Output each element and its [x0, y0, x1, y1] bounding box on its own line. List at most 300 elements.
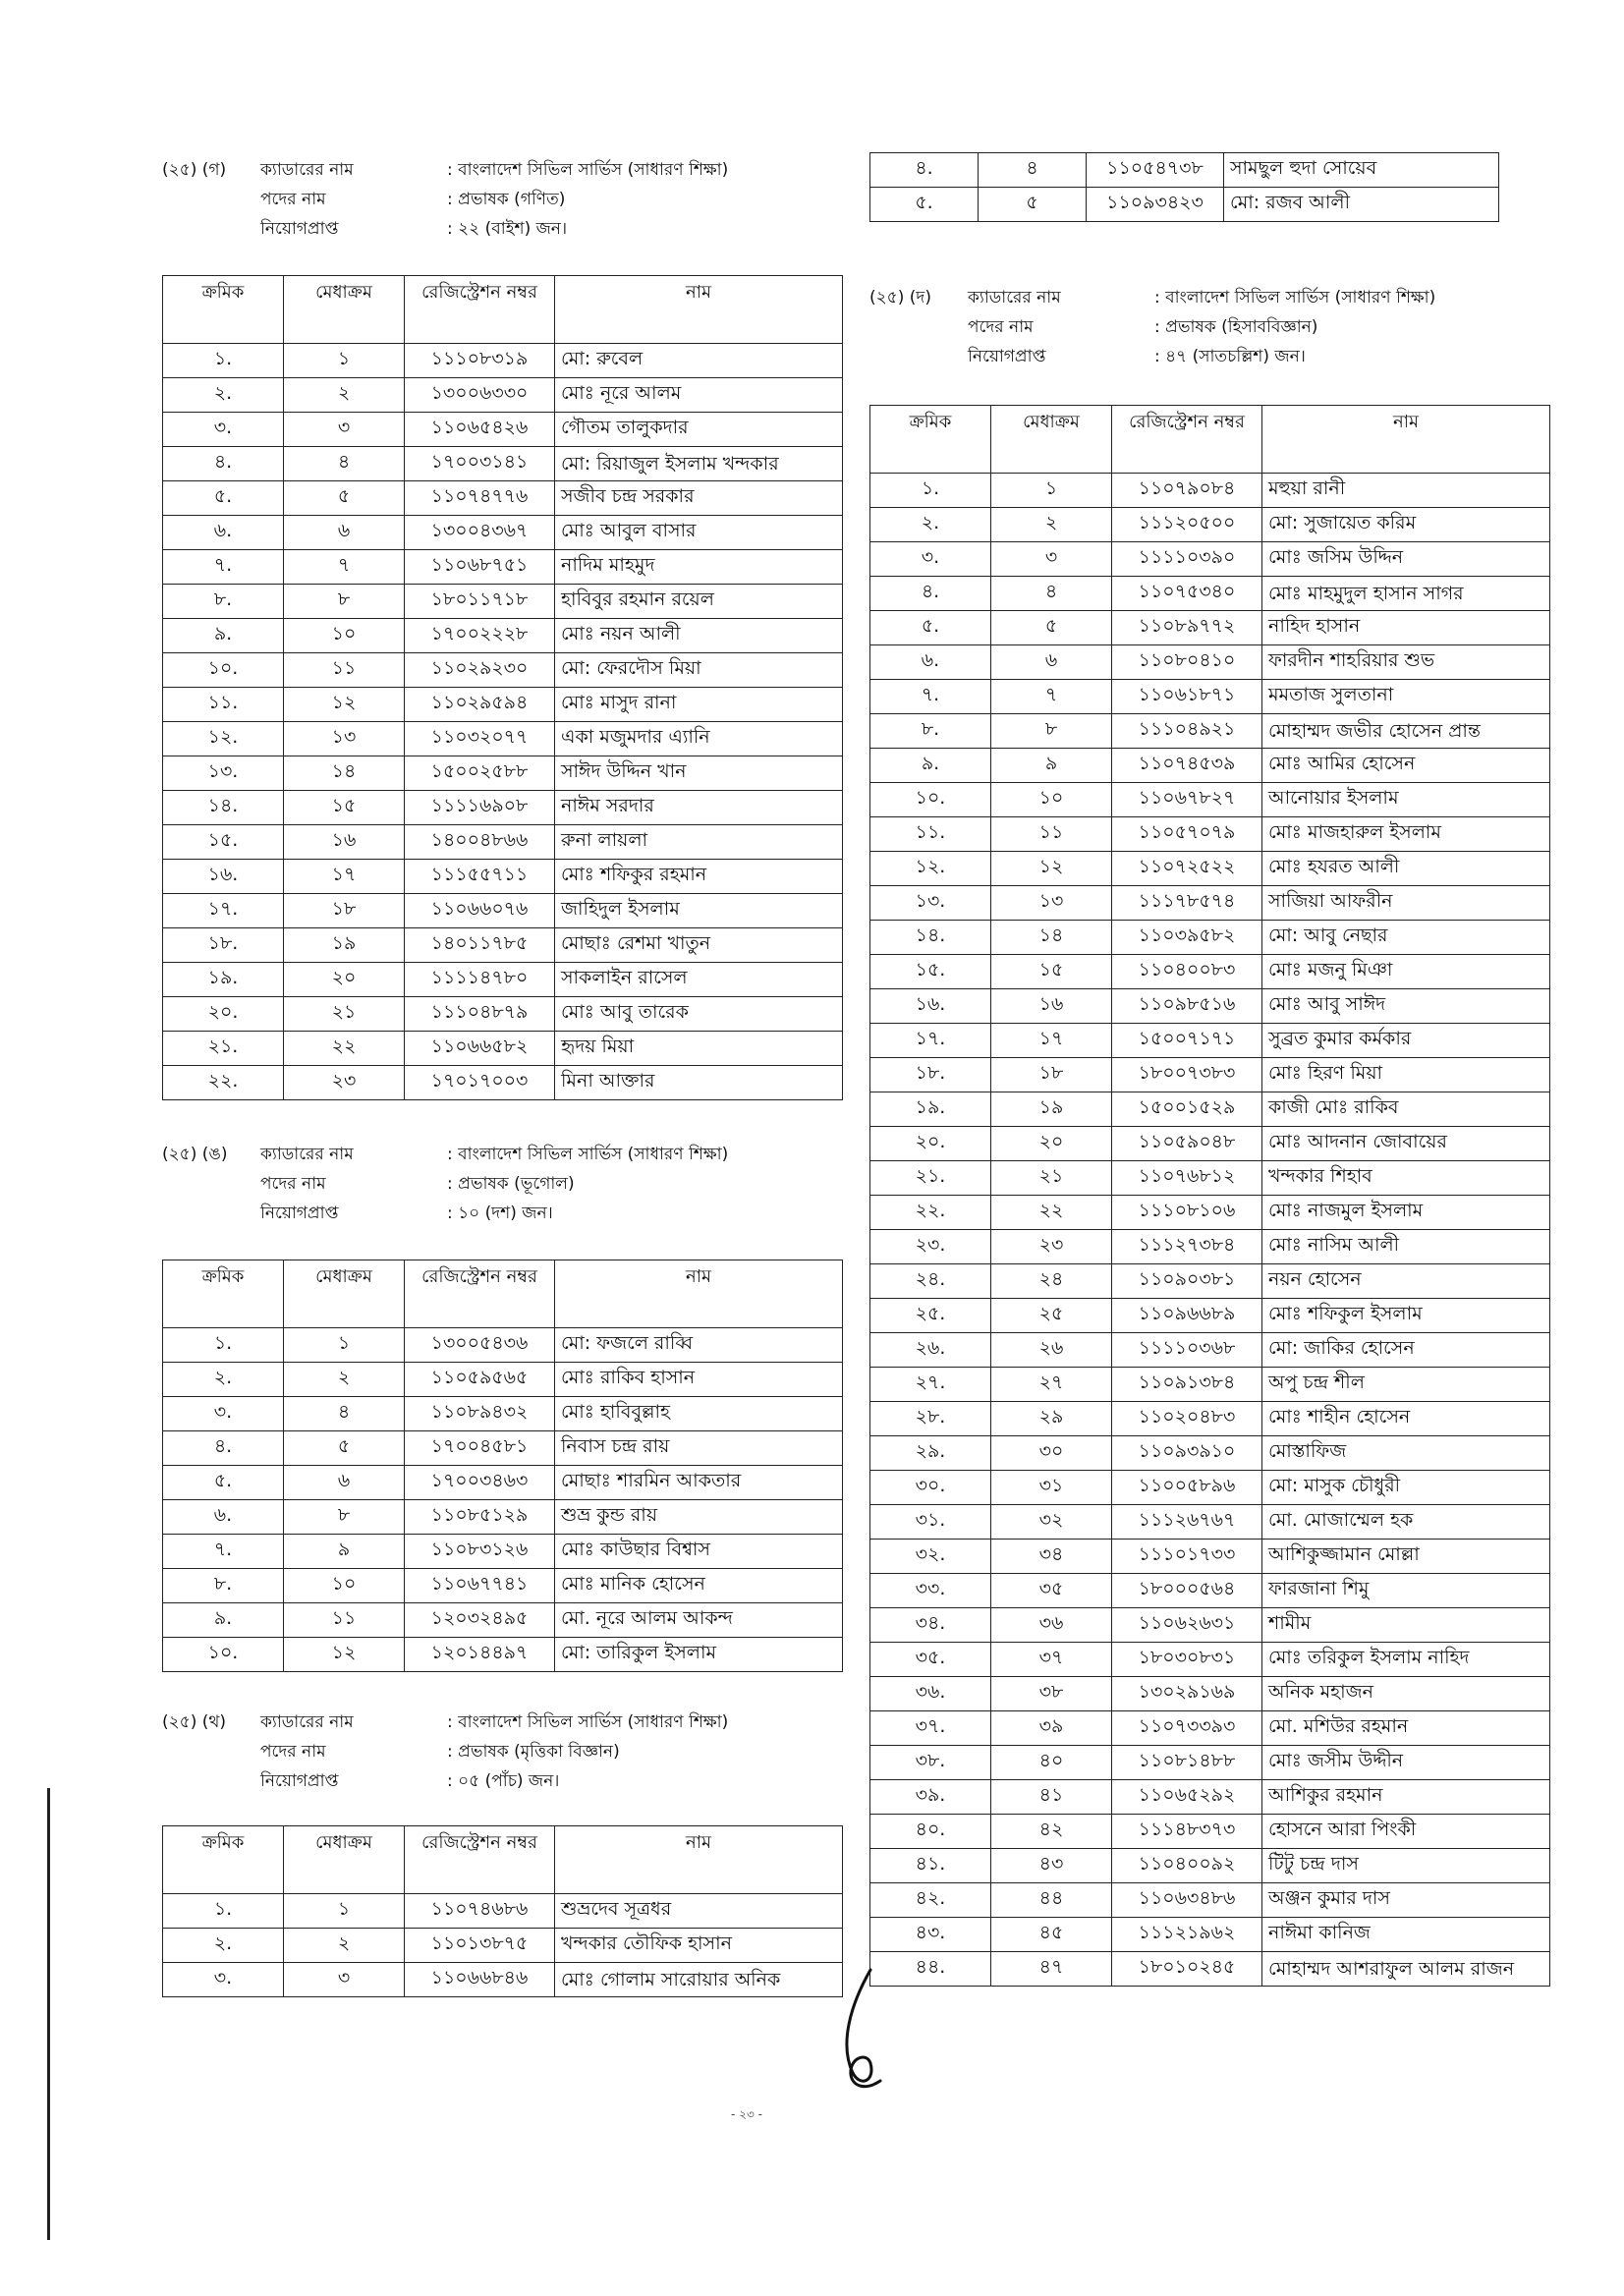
name-cell: মোঃ জসিম উদ্দিন [1262, 542, 1550, 577]
name-cell: আশিকুজ্জামান মোল্লা [1262, 1540, 1550, 1574]
cadre-value: : বাংলাদেশ সিভিল সার্ভিস (সাধারণ শিক্ষা) [447, 160, 729, 180]
name-cell: মোঃ শাহীন হোসেন [1262, 1402, 1550, 1436]
signature-mark [831, 1965, 890, 2093]
name-cell: মোছাঃ রেশমা খাতুন [555, 928, 843, 963]
table-row [163, 1466, 843, 1500]
merit-cell: ৩ [991, 542, 1112, 577]
merit-cell: ২৪ [991, 1264, 1112, 1299]
table-row [870, 474, 1550, 508]
registration-cell: ১১০৮৫১২৯ [405, 1500, 555, 1535]
registration-cell: ১২০৩২৪৯৫ [405, 1603, 555, 1638]
registration-cell: ১১০৬৩৪৮৬ [1112, 1883, 1262, 1918]
merit-cell: ১০ [284, 619, 405, 653]
registration-cell: ১১০৮৯৭৭২ [1112, 611, 1262, 645]
name-cell: মিনা আক্তার [555, 1066, 843, 1100]
table-row [163, 653, 843, 688]
table-row [163, 756, 843, 791]
merit-cell: ২ [284, 378, 405, 413]
registration-cell: ১১১০৮৩১৯ [405, 344, 555, 378]
merit-cell: ১৫ [284, 791, 405, 825]
name-cell: শুভ্র কুন্ড রায় [555, 1500, 843, 1535]
name-cell: সুব্রত কুমার কর্মকার [1262, 1024, 1550, 1058]
section-code: (২৫) (থ) [162, 1712, 227, 1732]
table-row [163, 1500, 843, 1535]
serial-cell: ১. [163, 1894, 284, 1929]
name-cell: মোঃ নয়ন আলী [555, 619, 843, 653]
name-cell: মোঃ রাকিব হাসান [555, 1363, 843, 1397]
table-row [870, 1299, 1550, 1333]
registration-cell: ১১০৮১৪৮৮ [1112, 1746, 1262, 1780]
merit-cell: ৩৯ [991, 1711, 1112, 1746]
registration-cell: ১১১২০৫০০ [1112, 508, 1262, 542]
table-row [870, 989, 1550, 1024]
section-header [162, 155, 850, 244]
table-row [163, 1066, 843, 1100]
merit-cell: ১২ [284, 688, 405, 722]
name-cell: শুভ্রদেব সূত্রধর [555, 1894, 843, 1929]
registration-cell: ১১০৬১৮৭১ [1112, 680, 1262, 714]
roster-table [162, 275, 843, 1100]
cadre-value: : বাংলাদেশ সিভিল সার্ভিস (সাধারণ শিক্ষা) [447, 1145, 729, 1164]
serial-cell: ৪০. [870, 1815, 991, 1849]
merit-cell: ২ [991, 508, 1112, 542]
table-row [870, 714, 1550, 749]
name-cell: অনিক মহাজন [1262, 1677, 1550, 1711]
serial-cell: ৩৪. [870, 1608, 991, 1643]
registration-cell: ১১০৬৫২৯২ [1112, 1780, 1262, 1815]
merit-cell: ৫ [991, 611, 1112, 645]
serial-cell: ৮. [163, 585, 284, 619]
registration-cell: ১২০১৪৪৯৭ [405, 1638, 555, 1672]
merit-cell: ৯ [284, 1535, 405, 1569]
merit-cell: ১০ [284, 1569, 405, 1603]
merit-cell: ১৭ [284, 860, 405, 894]
registration-cell: ১১১২৬৭৬৭ [1112, 1505, 1262, 1540]
section-uma [162, 1140, 850, 1663]
serial-cell: ২০. [870, 1127, 991, 1161]
serial-cell: ১০. [163, 1638, 284, 1672]
serial-cell: ৪৩. [870, 1918, 991, 1952]
serial-cell: ২৪. [870, 1264, 991, 1299]
merit-cell: ৮ [284, 585, 405, 619]
serial-cell: ২৫. [870, 1299, 991, 1333]
table-row [870, 1505, 1550, 1540]
post-label: পদের নাম [968, 317, 1034, 337]
table-row [870, 1058, 1550, 1092]
serial-cell: ২১. [870, 1161, 991, 1196]
table-row [870, 1952, 1550, 1987]
name-cell: মহুয়া রানী [1262, 474, 1550, 508]
serial-cell: ২২. [870, 1196, 991, 1230]
name-cell: মোঃ কাউছার বিশ্বাস [555, 1535, 843, 1569]
cadre-label: ক্যাডারের নাম [260, 160, 354, 180]
serial-cell: ১. [870, 474, 991, 508]
merit-cell: ১২ [991, 852, 1112, 886]
name-cell: মোহাম্মদ জভীর হোসেন প্রান্ত [1262, 714, 1550, 749]
appointed-label: নিয়োগপ্রাপ্ত [260, 1204, 339, 1223]
name-cell: খন্দকার তৌফিক হাসান [555, 1929, 843, 1963]
table-row [870, 1436, 1550, 1471]
merit-cell: ১৪ [991, 921, 1112, 955]
name-cell: নাঈমা কানিজ [1262, 1918, 1550, 1952]
serial-cell: ৫. [163, 481, 284, 516]
name-cell: খন্দকার শিহাব [1262, 1161, 1550, 1196]
name-cell: মোঃ মজনু মিঞা [1262, 955, 1550, 989]
registration-cell: ১৪০১১৭৮৫ [405, 928, 555, 963]
registration-cell: ১৩০০৪৩৬৭ [405, 516, 555, 550]
serial-cell: ১০. [870, 783, 991, 817]
cadre-value: : বাংলাদেশ সিভিল সার্ভিস (সাধারণ শিক্ষা) [1154, 288, 1436, 308]
name-cell: মোঃ হিরণ মিয়া [1262, 1058, 1550, 1092]
serial-cell: ৭. [870, 680, 991, 714]
table-row [870, 542, 1550, 577]
serial-cell: ৪. [870, 577, 991, 611]
table-row [163, 928, 843, 963]
serial-cell: ১৫. [870, 955, 991, 989]
merit-cell: ৩৭ [991, 1643, 1112, 1677]
merit-cell: ৮ [284, 1500, 405, 1535]
post-label: পদের নাম [260, 1742, 326, 1762]
name-cell: সজীব চন্দ্র সরকার [555, 481, 843, 516]
registration-cell: ১১১১০৩৯০ [1112, 542, 1262, 577]
merit-cell: ১৮ [284, 894, 405, 928]
table-row [870, 921, 1550, 955]
table-row [870, 1574, 1550, 1608]
serial-cell: ৩৭. [870, 1711, 991, 1746]
merit-cell: ১৩ [991, 886, 1112, 921]
post-value: : প্রভাষক (ভূগোল) [447, 1174, 575, 1194]
serial-cell: ১১. [870, 817, 991, 852]
name-cell: সামছুল হুদা সোয়েব [1224, 153, 1499, 188]
table-row [870, 577, 1550, 611]
table-row [870, 852, 1550, 886]
serial-cell: ১. [163, 1328, 284, 1363]
table-row [163, 1894, 843, 1929]
name-cell: মোঃ শফিকুর রহমান [555, 860, 843, 894]
serial-cell: ৩৫. [870, 1643, 991, 1677]
header-merit: মেধাক্রম [284, 1826, 405, 1894]
name-cell: মো. মোজাম্মেল হক [1262, 1505, 1550, 1540]
serial-cell: ১৬. [163, 860, 284, 894]
merit-cell: ৪ [991, 577, 1112, 611]
table-row [870, 611, 1550, 645]
name-cell: নাঈম সরদার [555, 791, 843, 825]
serial-cell: ৩৩. [870, 1574, 991, 1608]
table-row [163, 1535, 843, 1569]
cadre-label: ক্যাডারের নাম [260, 1145, 354, 1164]
header-serial: ক্রমিক [163, 1826, 284, 1894]
name-cell: মোঃ আবুল বাসার [555, 516, 843, 550]
section-header [869, 283, 1557, 371]
name-cell: মোঃ মানিক হোসেন [555, 1569, 843, 1603]
registration-cell: ১১০২৯২৩০ [405, 653, 555, 688]
name-cell: সাঈদ উদ্দিন খান [555, 756, 843, 791]
table-row [870, 1746, 1550, 1780]
table-row [870, 1849, 1550, 1883]
table-row [870, 1540, 1550, 1574]
name-cell: মোঃ নাসিম আলী [1262, 1230, 1550, 1264]
table-row [163, 1569, 843, 1603]
table-row [163, 997, 843, 1032]
registration-cell: ১১১২৭৩৮৪ [1112, 1230, 1262, 1264]
name-cell: মোঃ আবু তারেক [555, 997, 843, 1032]
merit-cell: ১২ [284, 1638, 405, 1672]
table-row [163, 1431, 843, 1466]
registration-cell: ১৭০০৩১৪১ [405, 447, 555, 481]
registration-cell: ১৮০৩০৮৩১ [1112, 1643, 1262, 1677]
serial-cell: ৫. [870, 188, 979, 222]
serial-cell: ২. [163, 378, 284, 413]
name-cell: সাকলাইন রাসেল [555, 963, 843, 997]
registration-cell: ১১০৬৬৮৪৬ [405, 1963, 555, 1997]
merit-cell: ২২ [284, 1032, 405, 1066]
serial-cell: ২৩. [870, 1230, 991, 1264]
header-registration: রেজিস্ট্রেশন নম্বর [405, 276, 555, 344]
name-cell: মোঃ মাজহারুল ইসলাম [1262, 817, 1550, 852]
name-cell: মো: রিয়াজুল ইসলাম খন্দকার [555, 447, 843, 481]
merit-cell: ১৭ [991, 1024, 1112, 1058]
name-cell: একা মজুমদার এ্যানি [555, 722, 843, 756]
header-registration: রেজিস্ট্রেশন নম্বর [405, 1260, 555, 1328]
table-row [163, 550, 843, 585]
registration-cell: ১১০৬২৬৩১ [1112, 1608, 1262, 1643]
merit-cell: ৪১ [991, 1780, 1112, 1815]
post-label: পদের নাম [260, 1174, 326, 1194]
merit-cell: ৪৫ [991, 1918, 1112, 1952]
merit-cell: ২ [284, 1929, 405, 1963]
registration-cell: ১৫০০১৫২৯ [1112, 1092, 1262, 1127]
table-row [870, 886, 1550, 921]
merit-cell: ৬ [284, 516, 405, 550]
table-row [163, 1397, 843, 1431]
table-row [163, 447, 843, 481]
registration-cell: ১৩০০৫৪৩৬ [405, 1328, 555, 1363]
registration-cell: ১১০২৯৫৯৪ [405, 688, 555, 722]
name-cell: মো: জাকির হোসেন [1262, 1333, 1550, 1368]
merit-cell: ৬ [284, 1466, 405, 1500]
merit-cell: ৫ [979, 188, 1087, 222]
merit-cell: ২১ [284, 997, 405, 1032]
name-cell: মোছাঃ শারমিন আকতার [555, 1466, 843, 1500]
merit-cell: ৩ [284, 413, 405, 447]
merit-cell: ৪০ [991, 1746, 1112, 1780]
registration-cell: ১৭০১৭০০৩ [405, 1066, 555, 1100]
table-row [870, 1780, 1550, 1815]
table-row [163, 791, 843, 825]
serial-cell: ৭. [163, 1535, 284, 1569]
serial-cell: ৩. [163, 1397, 284, 1431]
table-row [163, 619, 843, 653]
serial-cell: ৪. [870, 153, 979, 188]
name-cell: মোঃ মাসুদ রানা [555, 688, 843, 722]
registration-cell: ১১১১৬৯০৮ [405, 791, 555, 825]
serial-cell: ১৩. [163, 756, 284, 791]
serial-cell: ৩০. [870, 1471, 991, 1505]
table-row [870, 1608, 1550, 1643]
table-row [163, 516, 843, 550]
name-cell: মো: সুজায়েত করিম [1262, 508, 1550, 542]
header-serial: ক্রমিক [870, 406, 991, 474]
name-cell: মোঃ হাবিবুল্লাহ [555, 1397, 843, 1431]
merit-cell: ২১ [991, 1161, 1112, 1196]
name-cell: মোঃ মাহমুদুল হাসান সাগর [1262, 577, 1550, 611]
registration-cell: ১১০৯১৩৮৪ [1112, 1368, 1262, 1402]
serial-cell: ৩৮. [870, 1746, 991, 1780]
appointed-label: নিয়োগপ্রাপ্ত [260, 1771, 339, 1791]
registration-cell: ১১০৪০০৮৩ [1112, 955, 1262, 989]
serial-cell: ৫. [870, 611, 991, 645]
serial-cell: ২২. [163, 1066, 284, 1100]
serial-cell: ৩৯. [870, 1780, 991, 1815]
name-cell: হৃদয় মিয়া [555, 1032, 843, 1066]
name-cell: ফারদীন শাহরিয়ার শুভ [1262, 645, 1550, 680]
serial-cell: ১২. [163, 722, 284, 756]
merit-cell: ২৭ [991, 1368, 1112, 1402]
merit-cell: ১৯ [284, 928, 405, 963]
merit-cell: ১৬ [284, 825, 405, 860]
appointed-value: : ০৫ (পাঁচ) জন। [447, 1771, 560, 1791]
registration-cell: ১১১০১৭৩৩ [1112, 1540, 1262, 1574]
merit-cell: ১১ [991, 817, 1112, 852]
table-row [870, 1024, 1550, 1058]
table-row [163, 825, 843, 860]
name-cell: মোঃ আমির হোসেন [1262, 749, 1550, 783]
registration-cell: ১৩০০৬৩৩০ [405, 378, 555, 413]
post-label: পদের নাম [260, 190, 326, 209]
post-value: : প্রভাষক (হিসাববিজ্ঞান) [1154, 317, 1318, 337]
name-cell: মো. নূরে আলম আকন্দ [555, 1603, 843, 1638]
merit-cell: ২৬ [991, 1333, 1112, 1368]
registration-cell: ১১০৫৪৭৩৮ [1087, 153, 1224, 188]
name-cell: মো: রুবেল [555, 344, 843, 378]
merit-cell: ৪ [284, 447, 405, 481]
table-row [163, 585, 843, 619]
merit-cell: ১ [991, 474, 1112, 508]
header-name: নাম [555, 276, 843, 344]
table-row [870, 749, 1550, 783]
name-cell: কাজী মোঃ রাকিব [1262, 1092, 1550, 1127]
serial-cell: ৪. [163, 447, 284, 481]
name-cell: মোঃ আবু সাঈদ [1262, 989, 1550, 1024]
merit-cell: ১ [284, 344, 405, 378]
table-row [870, 1815, 1550, 1849]
merit-cell: ৪৭ [991, 1952, 1112, 1987]
registration-cell: ১১০০৫৮৯৬ [1112, 1471, 1262, 1505]
serial-cell: ৮. [870, 714, 991, 749]
serial-cell: ১৪. [163, 791, 284, 825]
serial-cell: ১৯. [870, 1092, 991, 1127]
serial-cell: ২. [870, 508, 991, 542]
name-cell: ফারজানা শিমু [1262, 1574, 1550, 1608]
registration-cell: ১১০৫৯০৪৮ [1112, 1127, 1262, 1161]
table-row [870, 1471, 1550, 1505]
merit-cell: ৬ [991, 645, 1112, 680]
merit-cell: ৩০ [991, 1436, 1112, 1471]
name-cell: মোঃ হযরত আলী [1262, 852, 1550, 886]
name-cell: মোহাম্মদ আশরাফুল আলম রাজন [1262, 1952, 1550, 1987]
name-cell: মো: ফেরদৌস মিয়া [555, 653, 843, 688]
serial-cell: ১৭. [163, 894, 284, 928]
appointed-value: : ৪৭ (সাতচল্লিশ) জন। [1154, 347, 1306, 366]
appointed-label: নিয়োগপ্রাপ্ত [968, 347, 1046, 366]
merit-cell: ৪২ [991, 1815, 1112, 1849]
registration-cell: ১১০৮০৪১০ [1112, 645, 1262, 680]
registration-cell: ১১০৭২৫২২ [1112, 852, 1262, 886]
registration-cell: ১১০৭৪৬৮৬ [405, 1894, 555, 1929]
header-name: নাম [1262, 406, 1550, 474]
merit-cell: ১১ [284, 653, 405, 688]
merit-cell: ২৫ [991, 1299, 1112, 1333]
merit-cell: ১৯ [991, 1092, 1112, 1127]
page-number: - ২৩ - [731, 2107, 762, 2121]
serial-cell: ১০. [163, 653, 284, 688]
table-row [163, 1603, 843, 1638]
merit-cell: ৩১ [991, 1471, 1112, 1505]
post-value: : প্রভাষক (মৃত্তিকা বিজ্ঞান) [447, 1742, 620, 1762]
table-row [870, 817, 1550, 852]
serial-cell: ১৮. [870, 1058, 991, 1092]
name-cell: মোঃ গোলাম সারোয়ার অনিক [555, 1963, 843, 1997]
post-value: : প্রভাষক (গণিত) [447, 190, 566, 209]
merit-cell: ২৩ [284, 1066, 405, 1100]
name-cell: অঞ্জন কুমার দাস [1262, 1883, 1550, 1918]
serial-cell: ৪১. [870, 1849, 991, 1883]
name-cell: নয়ন হোসেন [1262, 1264, 1550, 1299]
table-row [163, 1929, 843, 1963]
serial-cell: ১৮. [163, 928, 284, 963]
table-row [870, 783, 1550, 817]
serial-cell: ৪৪. [870, 1952, 991, 1987]
table-row [163, 860, 843, 894]
registration-cell: ১১০৭৪৭৭৬ [405, 481, 555, 516]
registration-cell: ১১০৫৭০৭৯ [1112, 817, 1262, 852]
registration-cell: ১১০৯৬৬৮৯ [1112, 1299, 1262, 1333]
serial-cell: ২. [163, 1363, 284, 1397]
name-cell: মোঃ নাজমুল ইসলাম [1262, 1196, 1550, 1230]
table-row [870, 1402, 1550, 1436]
table-row [163, 413, 843, 447]
name-cell: অপু চন্দ্র শীল [1262, 1368, 1550, 1402]
name-cell: মো: তারিকুল ইসলাম [555, 1638, 843, 1672]
merit-cell: ১০ [991, 783, 1112, 817]
merit-cell: ১১ [284, 1603, 405, 1638]
merit-cell: ২০ [284, 963, 405, 997]
name-cell: নিবাস চন্দ্র রায় [555, 1431, 843, 1466]
table-row [870, 188, 1499, 222]
registration-cell: ১১১৪৮৩৭৩ [1112, 1815, 1262, 1849]
table-row [870, 1368, 1550, 1402]
table-row [163, 894, 843, 928]
section-code: (২৫) (ঙ) [162, 1145, 228, 1164]
name-cell: মো: ফজলে রাব্বি [555, 1328, 843, 1363]
serial-cell: ২. [163, 1929, 284, 1963]
serial-cell: ৬. [163, 516, 284, 550]
cadre-value: : বাংলাদেশ সিভিল সার্ভিস (সাধারণ শিক্ষা) [447, 1712, 729, 1732]
registration-cell: ১১১১৪৭৮০ [405, 963, 555, 997]
merit-cell: ২ [284, 1363, 405, 1397]
table-row [870, 153, 1499, 188]
serial-cell: ৪. [163, 1431, 284, 1466]
roster-table [162, 1825, 843, 1997]
registration-cell: ১১০৯৩৪২৩ [1087, 188, 1224, 222]
table-row [163, 344, 843, 378]
table-row [870, 1333, 1550, 1368]
header-merit: মেধাক্রম [284, 1260, 405, 1328]
appointed-value: : ১০ (দশ) জন। [447, 1204, 553, 1223]
serial-cell: ৩. [870, 542, 991, 577]
registration-cell: ১১০২০৪৮৩ [1112, 1402, 1262, 1436]
appointed-label: নিয়োগপ্রাপ্ত [260, 219, 339, 239]
